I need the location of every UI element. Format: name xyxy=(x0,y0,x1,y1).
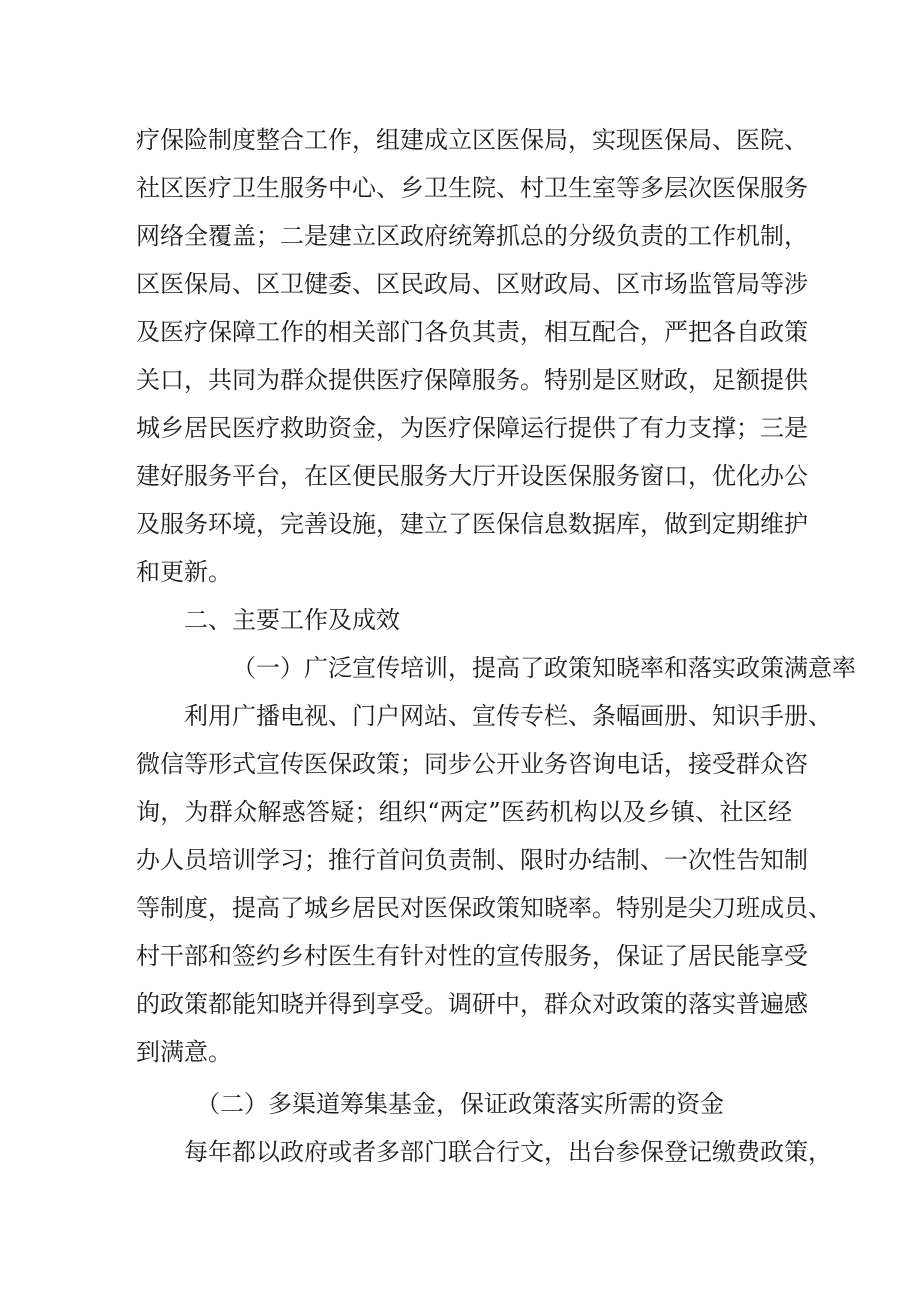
subheading-text: （二）多渠道筹集基金，保证政策落实所需的资金 xyxy=(196,1090,724,1118)
paragraph-continuation xyxy=(136,116,808,596)
text-line: 城乡居民医疗救助资金，为医疗保障运行提供了有力支撑；三是 xyxy=(136,414,808,442)
text-line: 建好服务平台，在区便民服务大厅开设医保服务窗口，优化办公 xyxy=(136,462,808,490)
paragraph-funding xyxy=(136,1128,832,1176)
text-line: 和更新。 xyxy=(136,558,232,586)
text-line: 利用广播电视、门户网站、宣传专栏、条幅画册、知识手册、 xyxy=(184,702,832,730)
text-line: 疗保险制度整合工作，组建成立区医保局，实现医保局、医院、 xyxy=(136,126,808,154)
text-line: 及医疗保障工作的相关部门各负其责，相互配合，严把各自政策 xyxy=(136,318,808,346)
text-line: 网络全覆盖；二是建立区政府统筹抓总的分级负责的工作机制， xyxy=(136,222,808,250)
subsection-heading-2 xyxy=(136,1080,792,1128)
text-line: 等制度，提高了城乡居民对医保政策知晓率。特别是尖刀班成员、 xyxy=(136,894,832,922)
text-line: 办人员培训学习；推行首问负责制、限时办结制、一次性告知制 xyxy=(136,846,808,874)
text-line: 微信等形式宣传医保政策；同步公开业务咨询电话，接受群众咨 xyxy=(136,750,808,778)
text-line: 及服务环境，完善设施，建立了医保信息数据库，做到定期维护 xyxy=(136,510,808,538)
paragraph-publicity xyxy=(136,692,832,1076)
text-line: 区医保局、区卫健委、区民政局、区财政局、区市场监管局等涉 xyxy=(136,270,808,298)
document-body xyxy=(136,116,856,1176)
text-line: 社区医疗卫生服务中心、乡卫生院、村卫生室等多层次医保服务 xyxy=(136,174,808,202)
text-line: 每年都以政府或者多部门联合行文，出台参保登记缴费政策， xyxy=(184,1138,832,1166)
text-line: 关口，共同为群众提供医疗保障服务。特别是区财政，足额提供 xyxy=(136,366,808,394)
text-line: 到满意。 xyxy=(136,1038,232,1066)
subsection-heading-1 xyxy=(136,644,856,692)
text-line: 询，为群众解惑答疑；组织“两定”医药机构以及乡镇、社区经 xyxy=(136,798,792,826)
text-line: 村干部和签约乡村医生有针对性的宣传服务，保证了居民能享受 xyxy=(136,942,808,970)
section-heading xyxy=(136,596,792,644)
heading-text: 二、主要工作及成效 xyxy=(184,606,400,634)
subheading-text: （一）广泛宣传培训，提高了政策知晓率和落实政策满意率 xyxy=(232,654,856,682)
text-line: 的政策都能知晓并得到享受。调研中，群众对政策的落实普遍感 xyxy=(136,990,808,1018)
